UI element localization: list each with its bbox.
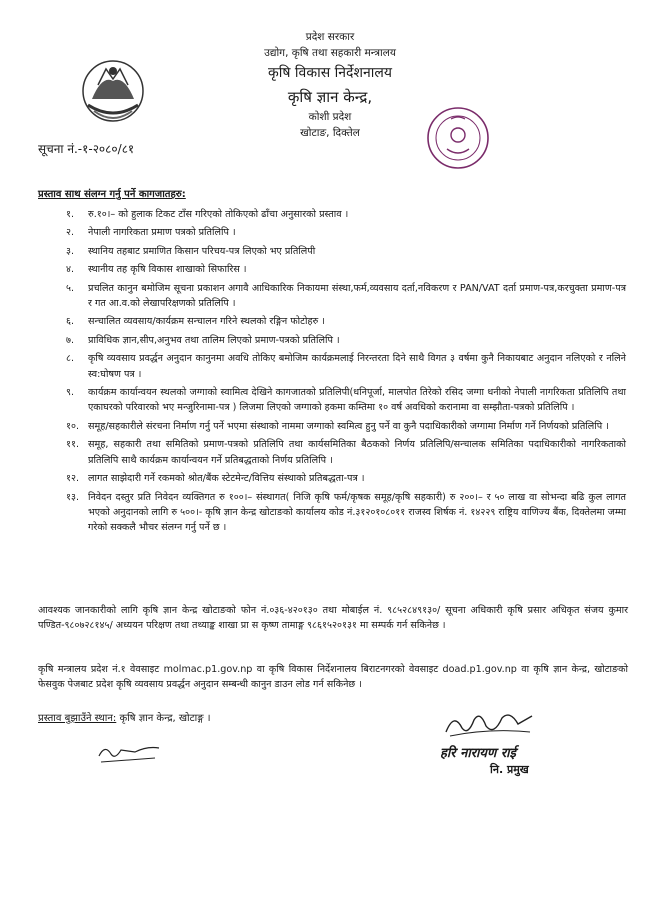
header-office: कृषि ज्ञान केन्द्र,: [287, 88, 373, 106]
website-paragraph: कृषि मन्त्रालय प्रदेश नं.१ वेवसाइट molmac.p1.gov.np वा कृषि विकास निर्देशनालय बिराटनगरको वेवसाइट doad.p1.gov.np वा कृषि ज्ञान केन्द्र, खोटाङको फेसवुक पेजबाट प्रदेश कृषि व्यवसाय प्रवर्द्धन अनुदान सम्बन्धी कानुन डाउन लोड गर्न सकिनेछ ।: [38, 664, 628, 691]
list-item: १. रु.१०।– को हुलाक टिकट टाँस गरिएको तोकिएको ढाँचा अनुसारको प्रस्ताव ।: [66, 209, 349, 220]
government-emblem-icon: [80, 55, 146, 125]
notice-number: सूचना नं.-१-२०८०/८१: [38, 142, 135, 156]
list-item: ३. स्थानिय तहबाट प्रमाणित किसान परिचय-पत्र लिएको भए प्रतिलिपी: [66, 245, 316, 257]
header-address: खोटाङ, दिक्तेल: [300, 127, 360, 139]
contact-paragraph: आवश्यक जानकारीको लागि कृषि ज्ञान केन्द्र खोटाङको फोन नं.०३६-४२०१३० तथा मोबाईल नं. ९८५२८४९१३०/ सूचना अधिकारी कृषि प्रसार अधिकृत संजय कुमार पण्डित-९८०७२८१४५/ अध्ययन परिक्षण तथा तथ्याङ्क शाखा प्रा स कृष्ण तामाङ्ग ९८६१५२०१३१ मा सम्पर्क गर्न सकिनेछ ।: [38, 605, 628, 632]
list-item: ५. प्रचलित कानुन बमोजिम सूचना प्रकाशन अगावै आधिकारिक निकायमा संस्था,फर्म,व्यवसाय दर्ता,नविकरण र PAN/VAT दर्ता प्रमाण-पत्र,करचुक्ता प्रमाण-पत्र र गत आ.व.को लेखापरिक्षणको प्रतिलिपि ।: [66, 282, 626, 310]
list-item: ११. समूह, सहकारी तथा समितिको प्रमाण-पत्रको प्रतिलिपि तथा कार्यसमितिका बैठकको निर्णय प्रतिलिपि/सन्चालक समितिका पदाधिकारीको नागरिकताको प्रतिलिपि साथै कार्यक्रम कार्यान्वयन गर्ने प्रतिबद्धताको निर्णय प्रतिलिपि ।: [66, 439, 626, 466]
signatory-title: नि. प्रमुख: [490, 763, 529, 776]
venue-value: कृषि ज्ञान केन्द्र, खोटाङ्ग ।: [119, 713, 211, 724]
list-item: ८. कृषि व्यवसाय प्रवर्द्धन अनुदान कानुनमा अवधि तोकिए बमोजिम कार्यक्रमलाई निरन्तरता दिने साथै विगत ३ वर्षमा कुनै निकायबाट अनुदान नलिएको र नलिने स्व:घोषण पत्र ।: [66, 353, 626, 380]
list-item: १०. समूह/सहकारीले संरचना निर्माण गर्नु पर्ने भएमा संस्थाको नाममा जग्गाको स्वमित्व हुनु पर्ने वा कुनै पदाधिकारीको जग्गामा निर्माण गर्ने निर्णयको प्रतिलिपि ।: [66, 420, 609, 432]
initials-signature: [95, 738, 165, 766]
list-item: १३. निवेदन दस्तुर प्रति निवेदन व्यक्तिगत रु १००।– संस्थागत( निजि कृषि फर्म/कृषक समूह/कृषि सहकारी) रु २००।– र ५० लाख वा सोभन्दा बढि कुल लागत भएको अनुदानको लागि रु ५००।- कृषि ज्ञान केन्द्र खोटाङको कार्यालय कोड नं.३१२०१०८०११ राजस्व शिर्षक नं. १४२२९ राष्ट्रिय वाणिज्य बैंक, दिक्तेलमा जम्मा गरेको सक्कलै भौचर संलग्न गर्नु पर्ने छ ।: [66, 491, 626, 534]
header-province: कोशी प्रदेश: [308, 111, 352, 123]
list-item: ९. कार्यक्रम कार्यान्वयन स्थलको जग्गाको स्वामित्व देखिने कागजातको प्रतिलिपी(धनिपूर्जा, मालपोत तिरेको रसिद जग्गा धनीको नेपाली नागरिकता प्रतिलिपि तथा एकाघरको परिवारको भए मन्जुरिनामा-पत्र ) लिजमा लिएको जग्गाको हकमा कम्तिमा १० वर्ष अवधिको करानामा वा सम्झौता-पत्रको प्रतिलिपि ।: [66, 387, 626, 414]
signatory-name: हरि नारायण राई: [440, 746, 516, 761]
header-state-government: प्रदेश सरकार: [305, 31, 355, 43]
header-ministry: उद्योग, कृषि तथा सहकारी मन्त्रालय: [264, 47, 396, 59]
list-item: ४. स्थानीय तह कृषि विकास शाखाको सिफारिस ।: [66, 264, 247, 276]
section-title: प्रस्ताव साथ संलग्न गर्नु पर्ने कागजातहरु:: [38, 189, 186, 200]
header-directorate: कृषि विकास निर्देशनालय: [268, 65, 392, 81]
office-seal-stamp: [425, 105, 491, 171]
document-requirements-list: [66, 207, 626, 539]
list-item: २. नेपाली नागरिकता प्रमाण पत्रको प्रतिलिपि ।: [66, 227, 236, 239]
list-item: १२. लागत साझेदारी गर्ने रकमको श्रोत/बैंक स्टेटमेन्ट/वित्तिय संस्थाको प्रतिबद्धता-पत्र ।: [66, 473, 365, 485]
list-item: ६. सन्चालित व्यवसाय/कार्यक्रम सन्चालन गरिने स्थलको रङ्गिन फोटोहरु ।: [66, 316, 325, 328]
handwritten-signature: [440, 706, 540, 742]
list-item: ७. प्राविधिक ज्ञान,सीप,अनुभव तथा तालिम लिएको प्रमाण-पत्रको प्रतिलिपि ।: [66, 334, 340, 346]
venue-label: प्रस्ताव बुझाउँने स्थान:: [38, 713, 117, 724]
submission-venue: [38, 710, 211, 724]
